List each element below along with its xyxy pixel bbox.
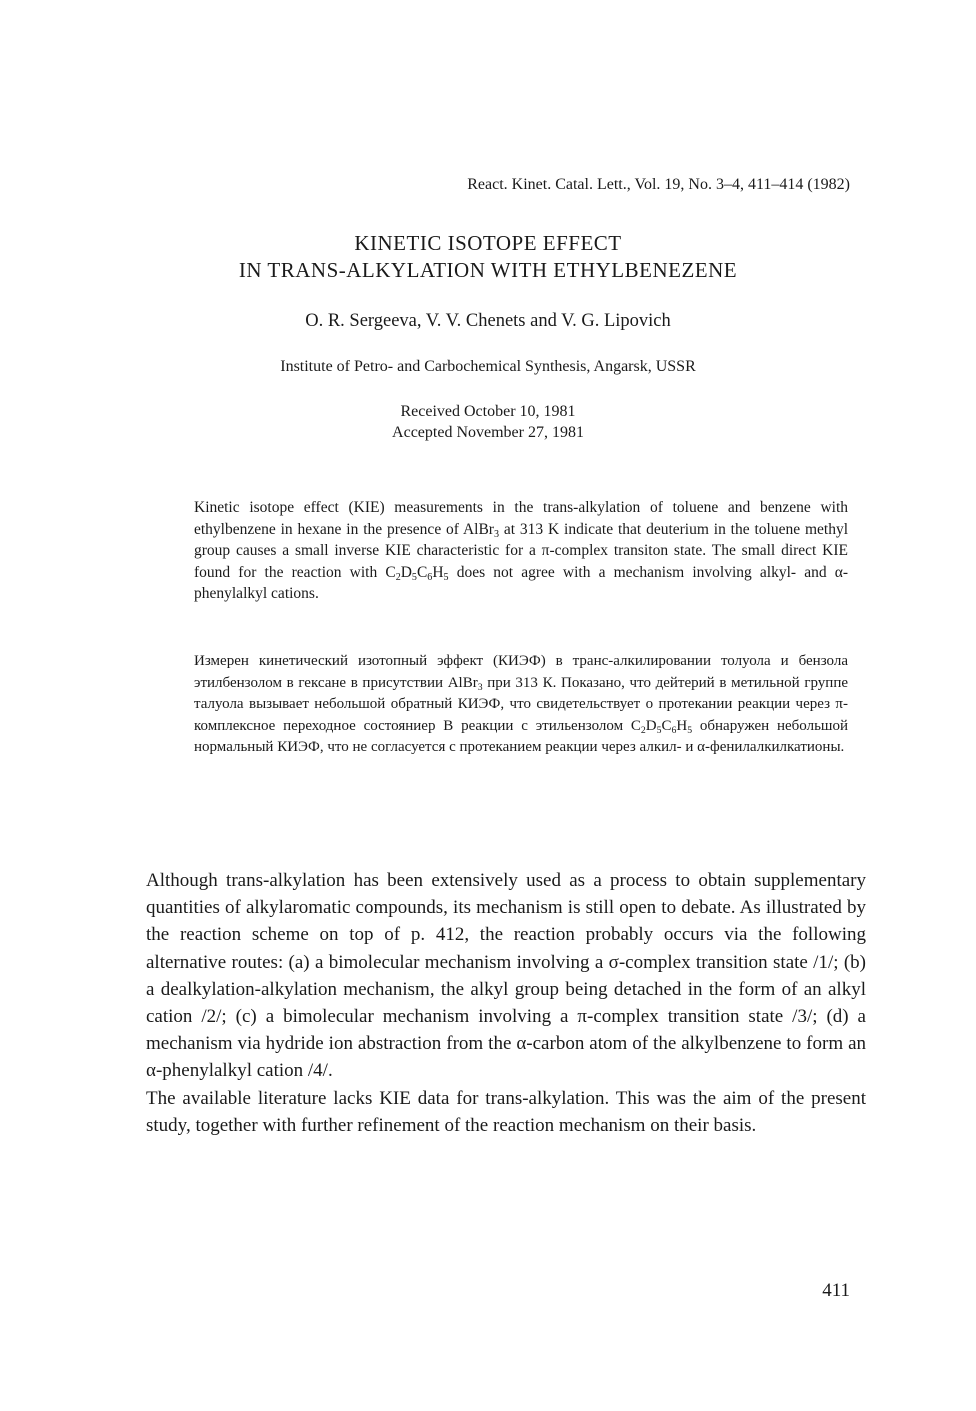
subscript: 2 bbox=[640, 724, 646, 736]
abstract-russian bbox=[194, 651, 848, 759]
subscript: 2 bbox=[395, 571, 401, 583]
subscript: 3 bbox=[477, 681, 483, 693]
affiliation: Institute of Petro- and Carbochemical Synthesis, Angarsk, USSR bbox=[280, 358, 696, 375]
body-paragraph-2: The available literature lacks KIE data for trans-alkylation. This was the aim of the present study, together with further refinement of the reaction mechanism on their basis. bbox=[146, 1087, 866, 1136]
subscript: 6 bbox=[671, 724, 677, 736]
dates bbox=[120, 401, 856, 443]
subscript: 5 bbox=[443, 571, 449, 583]
received-date: Received October 10, 1981 bbox=[400, 403, 576, 420]
page-number: 411 bbox=[822, 1280, 850, 1301]
body-paragraph-1: Although trans-alkylation has been extensively used as a process to obtain supplementary quantities of alkylaromatic compounds, its mechanism is still open to debate. As illustrated by the reaction scheme on top of p. 412, the reaction probably occurs via the following alternative routes: (a) a bimolecular mechanism involving a σ-complex transition state /1/; (b) a dealkylation-alkylation mechanism, the alkyl group being detached in the form of an alkyl cation /2/; (c) a bimolecular mechanism involving a π-complex transition state /3/; (d) a mechanism via hydride ion abstraction from the α-carbon atom of the alkylbenzene to form an α-phenylalkyl cation /4/. bbox=[146, 870, 866, 1082]
subscript: 3 bbox=[493, 528, 499, 540]
formula-element: D bbox=[400, 563, 412, 581]
journal-reference: React. Kinet. Catal. Lett., Vol. 19, No. 3–4, 411–414 (1982) bbox=[467, 176, 850, 193]
title-line-2: IN TRANS-ALKYLATION WITH ETHYLBENEZENE bbox=[238, 258, 738, 282]
abstract-text: Измерен кинетический изотопный эффект (КИЭФ) в транс-алкилировании толуола и бензола этилбензолом в гексане в присутствии AlBr bbox=[194, 653, 848, 691]
authors: O. R. Sergeeva, V. V. Chenets and V. G. Lipovich bbox=[305, 311, 671, 331]
abstract-english bbox=[194, 497, 848, 605]
body-text bbox=[146, 867, 866, 1139]
abstract-text: обнаружен небольшой нормальный КИЭФ, что не согласуется с протеканием реакции через алкил- и α-фенилалкилкатионы. bbox=[194, 717, 848, 755]
subscript: 5 bbox=[656, 724, 662, 736]
title-line-1: KINETIC ISOTOPE EFFECT bbox=[354, 231, 622, 255]
formula-element: H bbox=[432, 563, 444, 581]
abstract-text: does not agree with a mechanism involving alkyl- and α-phenylalkyl cations. bbox=[194, 563, 848, 602]
abstract-text: при 313 К. Показано, что дейтерий в метильной группе талуола вызывает небольшой обратный КИЭФ, что свидетельствует о протекании реакции через π-комплексное переходное состояниер В реакции с этильензолом C bbox=[194, 674, 849, 734]
abstract-text: Kinetic isotope effect (KIE) measurements in the trans-alkylation of toluene and benzene with ethylbenzene in hexane in the presence of AlBr bbox=[194, 499, 848, 538]
accepted-date: Accepted November 27, 1981 bbox=[392, 424, 584, 441]
article-title bbox=[120, 230, 856, 284]
formula-element: D bbox=[645, 717, 657, 734]
subscript: 6 bbox=[427, 571, 433, 583]
formula-element: H bbox=[676, 717, 688, 734]
subscript: 5 bbox=[411, 571, 417, 583]
formula-element: C bbox=[416, 563, 428, 581]
formula-element: C bbox=[661, 717, 672, 734]
subscript: 5 bbox=[687, 724, 693, 736]
abstract-text: at 313 K indicate that deuterium in the toluene methyl group causes a small inverse KIE characteristic for a π-complex transiton state. The small direct KIE found for the reaction with C bbox=[194, 520, 848, 581]
